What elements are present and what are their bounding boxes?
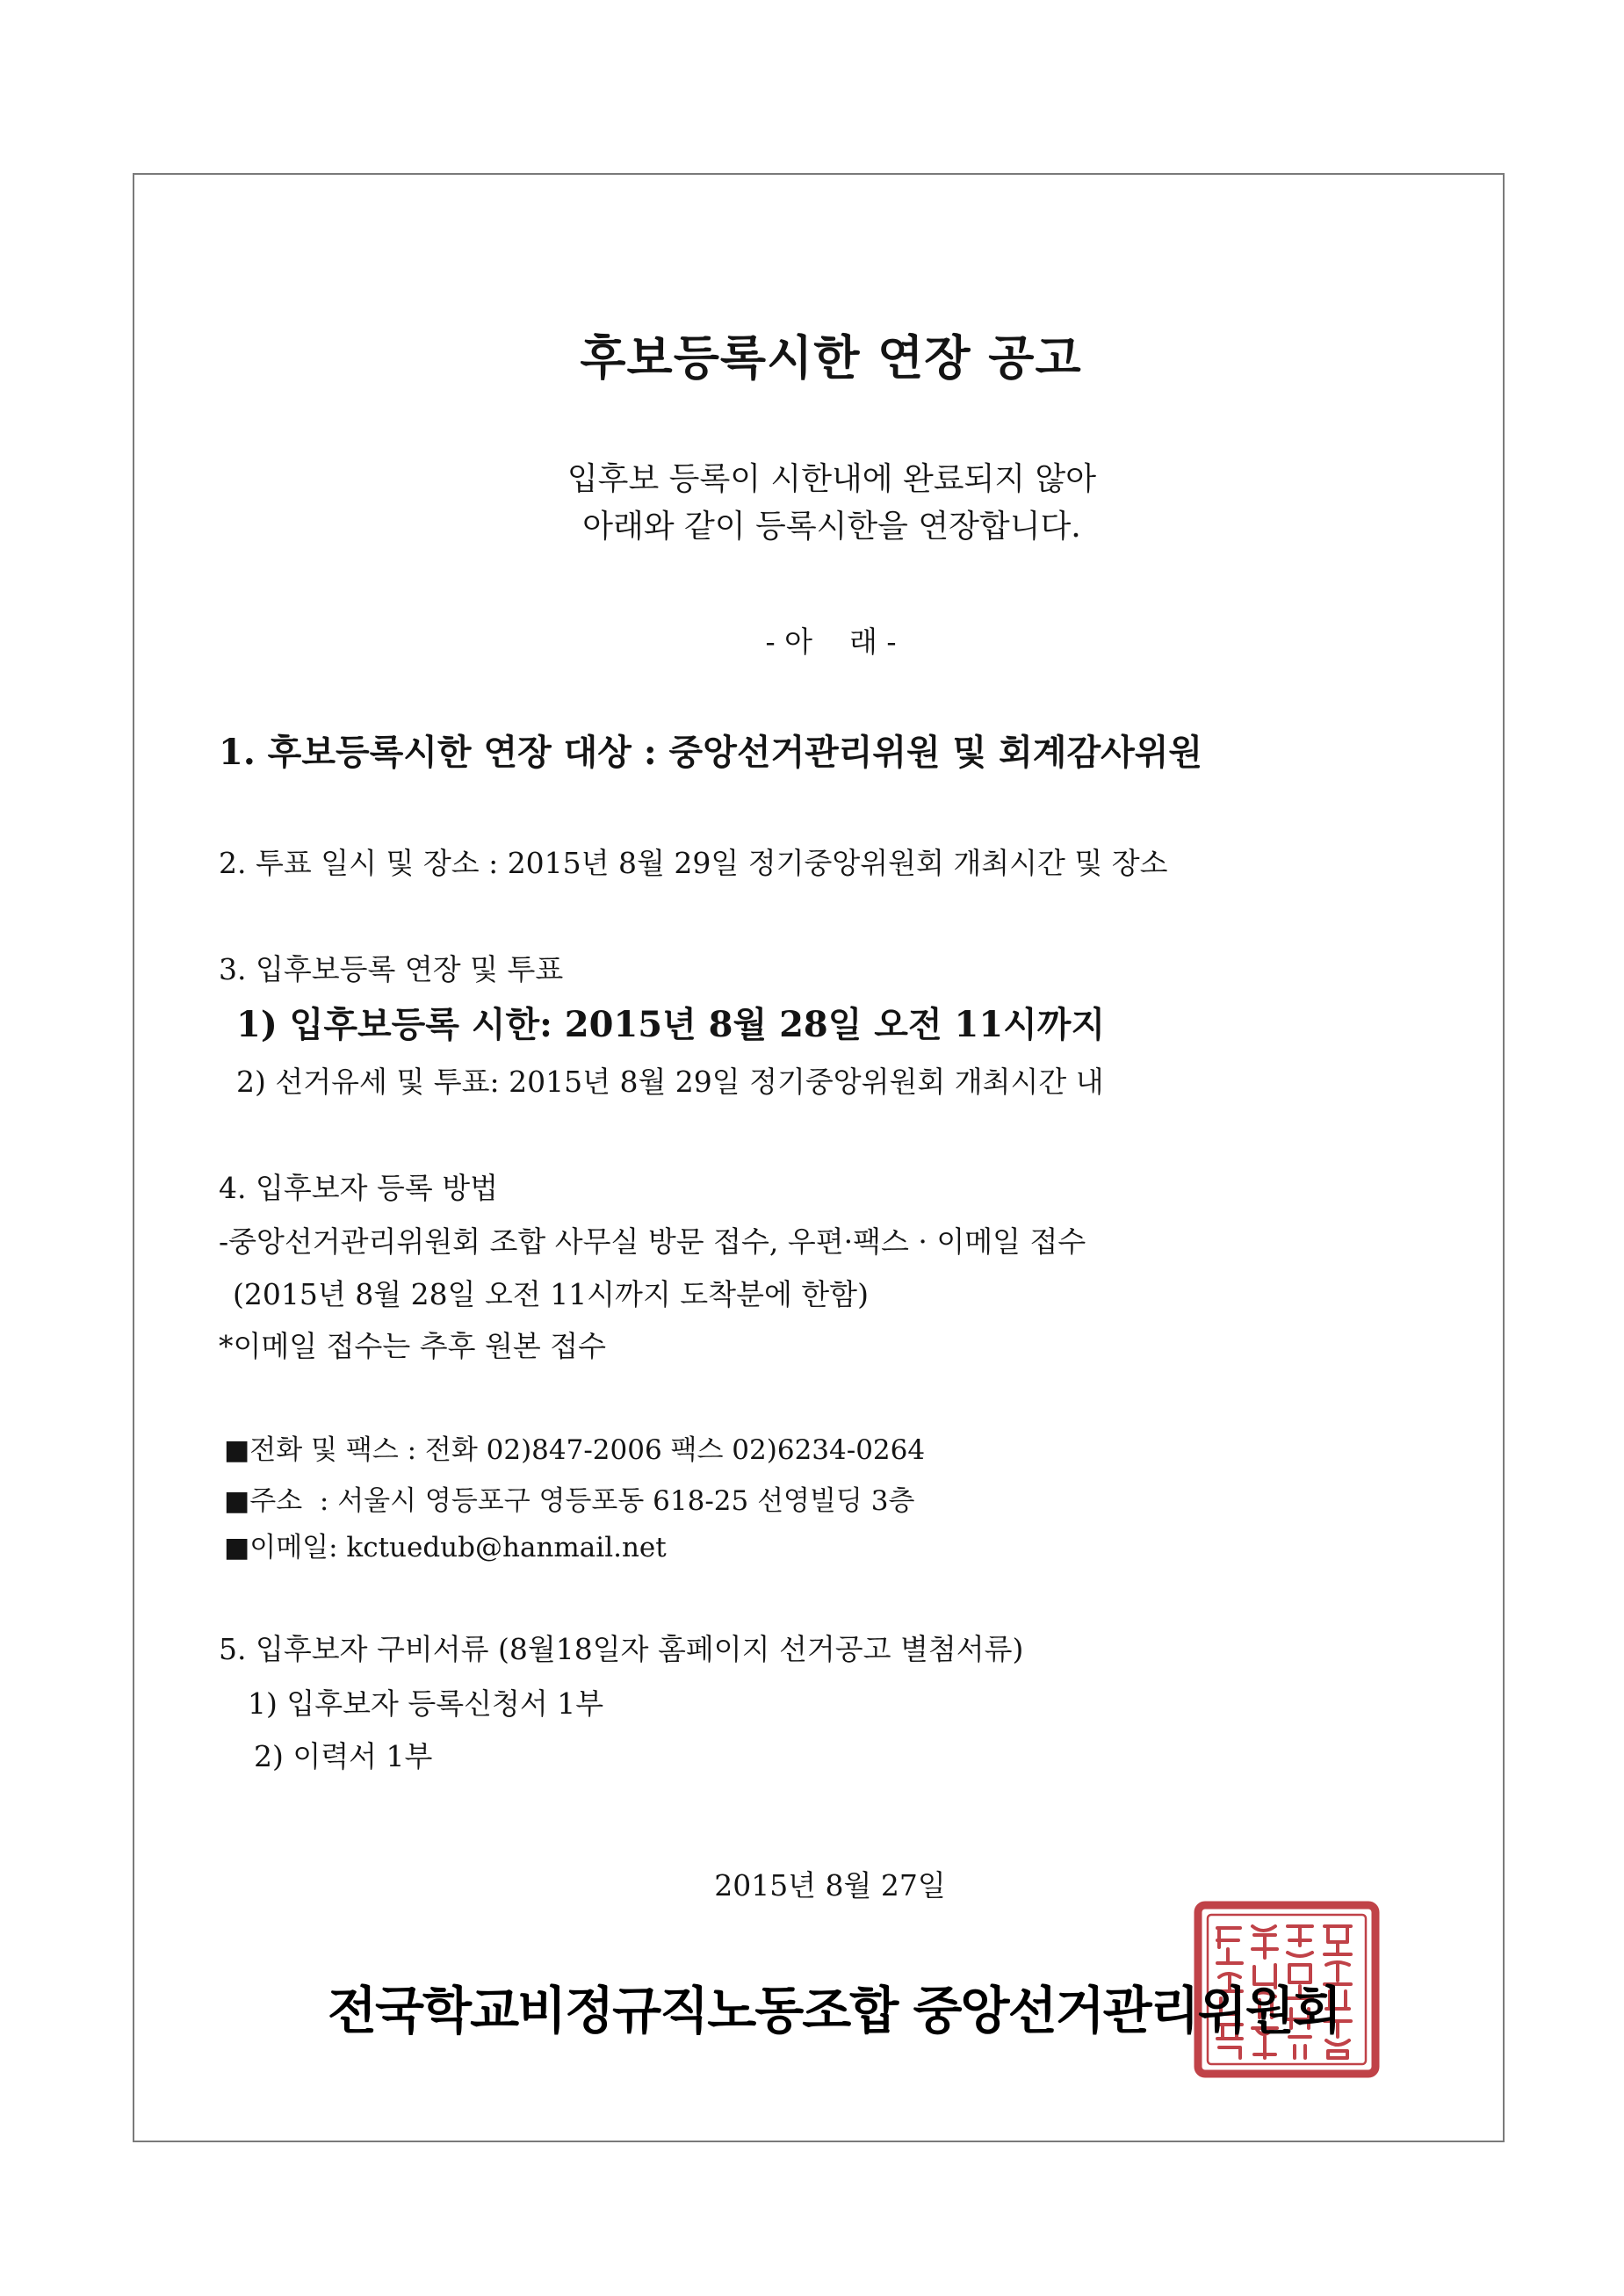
item-4-line-2: (2015년 8월 28일 오전 11시까지 도착분에 한함) bbox=[233, 1277, 869, 1311]
item-5-sub-2: 2) 이력서 1부 bbox=[254, 1739, 433, 1773]
official-seal-icon bbox=[1193, 1900, 1381, 2079]
issuer-name: 전국학교비정규직노동조합 중앙선거관리위원회 bbox=[328, 1981, 1340, 2040]
item-1-extension-target: 1. 후보등록시한 연장 대상 : 중앙선거관리위원 및 회계감사위원 bbox=[219, 732, 1203, 773]
item-3-heading: 3. 입후보등록 연장 및 투표 bbox=[219, 952, 564, 986]
item-3-sub-2-campaign: 2) 선거유세 및 투표: 2015년 8월 29일 정기중앙위원회 개최시간 내 bbox=[236, 1065, 1104, 1099]
contact-phone-fax: ■전화 및 팩스 : 전화 02)847-2006 팩스 02)6234-0264 bbox=[224, 1434, 926, 1466]
intro-line-1: 입후보 등록이 시한내에 완료되지 않아 bbox=[567, 461, 1097, 497]
intro-line-2: 아래와 같이 등록시한을 연장합니다. bbox=[582, 509, 1081, 545]
contact-email: ■이메일: kctuedub@hanmail.net bbox=[224, 1532, 667, 1563]
item-5-sub-1: 1) 입후보자 등록신청서 1부 bbox=[248, 1686, 604, 1721]
item-5-heading: 5. 입후보자 구비서류 (8월18일자 홈페이지 선거공고 별첨서류) bbox=[219, 1632, 1024, 1666]
item-4-line-1: -중앙선거관리위원회 조합 사무실 방문 접수, 우편·팩스 · 이메일 접수 bbox=[219, 1224, 1086, 1259]
item-4-heading: 4. 입후보자 등록 방법 bbox=[219, 1171, 498, 1205]
notice-date: 2015년 8월 27일 bbox=[714, 1868, 946, 1903]
notice-title: 후보등록시한 연장 공고 bbox=[580, 330, 1082, 386]
contact-address: ■주소 : 서울시 영등포구 영등포동 618-25 선영빌딩 3층 bbox=[224, 1485, 915, 1517]
section-separator: - 아 래 - bbox=[765, 625, 897, 659]
item-4-line-3: *이메일 접수는 추후 원본 접수 bbox=[219, 1329, 606, 1363]
item-2-vote-schedule: 2. 투표 일시 및 장소 : 2015년 8월 29일 정기중앙위원회 개최시간 및 장소 bbox=[219, 846, 1168, 880]
item-3-sub-1-deadline: 1) 입후보등록 시한: 2015년 8월 28일 오전 11시까지 bbox=[236, 1004, 1106, 1045]
